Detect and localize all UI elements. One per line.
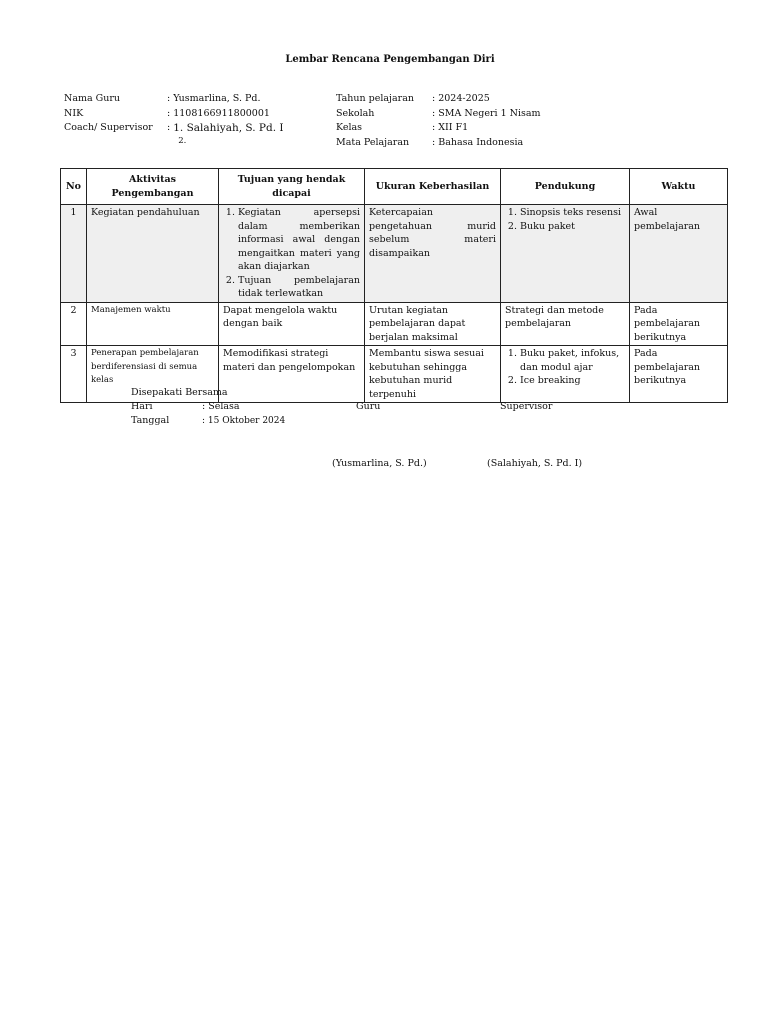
kelas-label: Kelas xyxy=(336,122,363,133)
header-aktivitas: Aktivitas Pengembangan xyxy=(87,169,219,205)
table-row xyxy=(61,205,728,303)
tanggal-label: Tanggal xyxy=(131,415,170,426)
coach-prefix: : xyxy=(167,122,174,133)
row-pendukung: Strategi dan metode pembelajaran xyxy=(501,302,630,346)
list-item: 2. Tujuan pembelajaran tidak terlewatkan xyxy=(238,274,360,301)
row-tujuan xyxy=(219,205,365,303)
supervisor-signature-name: (Salahiyah, S. Pd. I) xyxy=(487,458,583,469)
header-waktu: Waktu xyxy=(630,169,728,205)
header-no: No xyxy=(61,169,87,205)
coach-label: Coach/ Supervisor xyxy=(64,122,153,133)
pendukung-list xyxy=(505,206,625,233)
list-item: 2. Ice breaking xyxy=(520,374,625,388)
tahun-row xyxy=(336,92,541,107)
mapel-value: : Bahasa Indonesia xyxy=(432,136,524,148)
row-pendukung xyxy=(501,346,630,403)
row-waktu: Pada pembelajaran berikutnya xyxy=(630,302,728,346)
header-pendukung: Pendukung xyxy=(501,169,630,205)
row-waktu: Pada pembelajaran berikutnya xyxy=(630,346,728,403)
header-tujuan: Tujuan yang hendak dicapai xyxy=(219,169,365,205)
tanggal-value: : 15 Oktober 2024 xyxy=(202,416,286,426)
pendukung-list xyxy=(505,347,625,388)
row-ukuran: Urutan kegiatan pembelajaran dapat berjalan maksimal xyxy=(365,302,501,346)
coach-item-2: 2. xyxy=(178,135,187,146)
kelas-value: : XII F1 xyxy=(432,122,469,133)
nik-row xyxy=(64,107,284,122)
coach-item-1: 1. Salahiyah, S. Pd. I xyxy=(173,122,284,134)
row-ukuran: Membantu siswa sesuai kebutuhan sehingga kebutuhan murid terpenuhi xyxy=(365,346,501,403)
row-aktivitas: Penerapan pembelajaran berdiferensiasi di semua kelas xyxy=(87,346,219,403)
list-item: 1. Kegiatan apersepsi dalam memberikan informasi awal dengan mengaitkan materi yang akan diajarkan xyxy=(238,206,360,274)
sekolah-row xyxy=(336,107,541,122)
tahun-label: Tahun pelajaran xyxy=(336,93,414,104)
list-item: 1. Buku paket, infokus, dan modul ajar xyxy=(520,347,625,374)
supervisor-signature-label: Supervisor xyxy=(500,401,553,412)
sekolah-label: Sekolah xyxy=(336,107,375,119)
document-title: Lembar Rencana Pengembangan Diri xyxy=(285,54,495,65)
coach-row xyxy=(64,121,284,147)
tujuan-list xyxy=(223,206,360,301)
nik-value: : 1108166911800001 xyxy=(167,107,270,119)
table-header-row xyxy=(61,169,728,205)
nama-guru-value: : Yusmarlina, S. Pd. xyxy=(167,93,261,104)
nama-guru-label: Nama Guru xyxy=(64,93,121,104)
class-info xyxy=(336,92,541,150)
header-ukuran: Ukuran Keberhasilan xyxy=(365,169,501,205)
row-ukuran: Ketercapaian pengetahuan murid sebelum materi disampaikan xyxy=(365,205,501,303)
mapel-label: Mata Pelajaran xyxy=(336,136,410,148)
row-no: 1 xyxy=(61,205,87,303)
row-aktivitas: Manajemen waktu xyxy=(87,302,219,346)
tahun-value: : 2024-2025 xyxy=(432,93,490,104)
teacher-info xyxy=(64,92,284,147)
nama-guru-row xyxy=(64,92,284,107)
row-waktu: Awal pembelajaran xyxy=(630,205,728,303)
coach-list xyxy=(173,121,283,147)
hari-value: : Selasa xyxy=(202,401,240,412)
sekolah-value: : SMA Negeri 1 Nisam xyxy=(432,107,541,119)
row-tujuan: Memodifikasi strategi materi dan pengelompokan xyxy=(219,346,365,403)
list-item: 2. Buku paket xyxy=(520,220,625,234)
mapel-row xyxy=(336,136,541,151)
table-row xyxy=(61,302,728,346)
hari-label: Hari xyxy=(131,401,153,412)
guru-signature-label: Guru xyxy=(356,401,381,412)
row-no: 2 xyxy=(61,302,87,346)
kelas-row xyxy=(336,121,541,136)
list-item: 1. Sinopsis teks resensi xyxy=(520,206,625,220)
nik-label: NIK xyxy=(64,107,84,119)
development-plan-table xyxy=(60,168,728,403)
row-pendukung xyxy=(501,205,630,303)
row-tujuan: Dapat mengelola waktu dengan baik xyxy=(219,302,365,346)
agreement-heading: Disepakati Bersama xyxy=(131,387,228,398)
guru-signature-name: (Yusmarlina, S. Pd.) xyxy=(332,458,427,469)
row-aktivitas: Kegiatan pendahuluan xyxy=(87,205,219,303)
row-no: 3 xyxy=(61,346,87,403)
